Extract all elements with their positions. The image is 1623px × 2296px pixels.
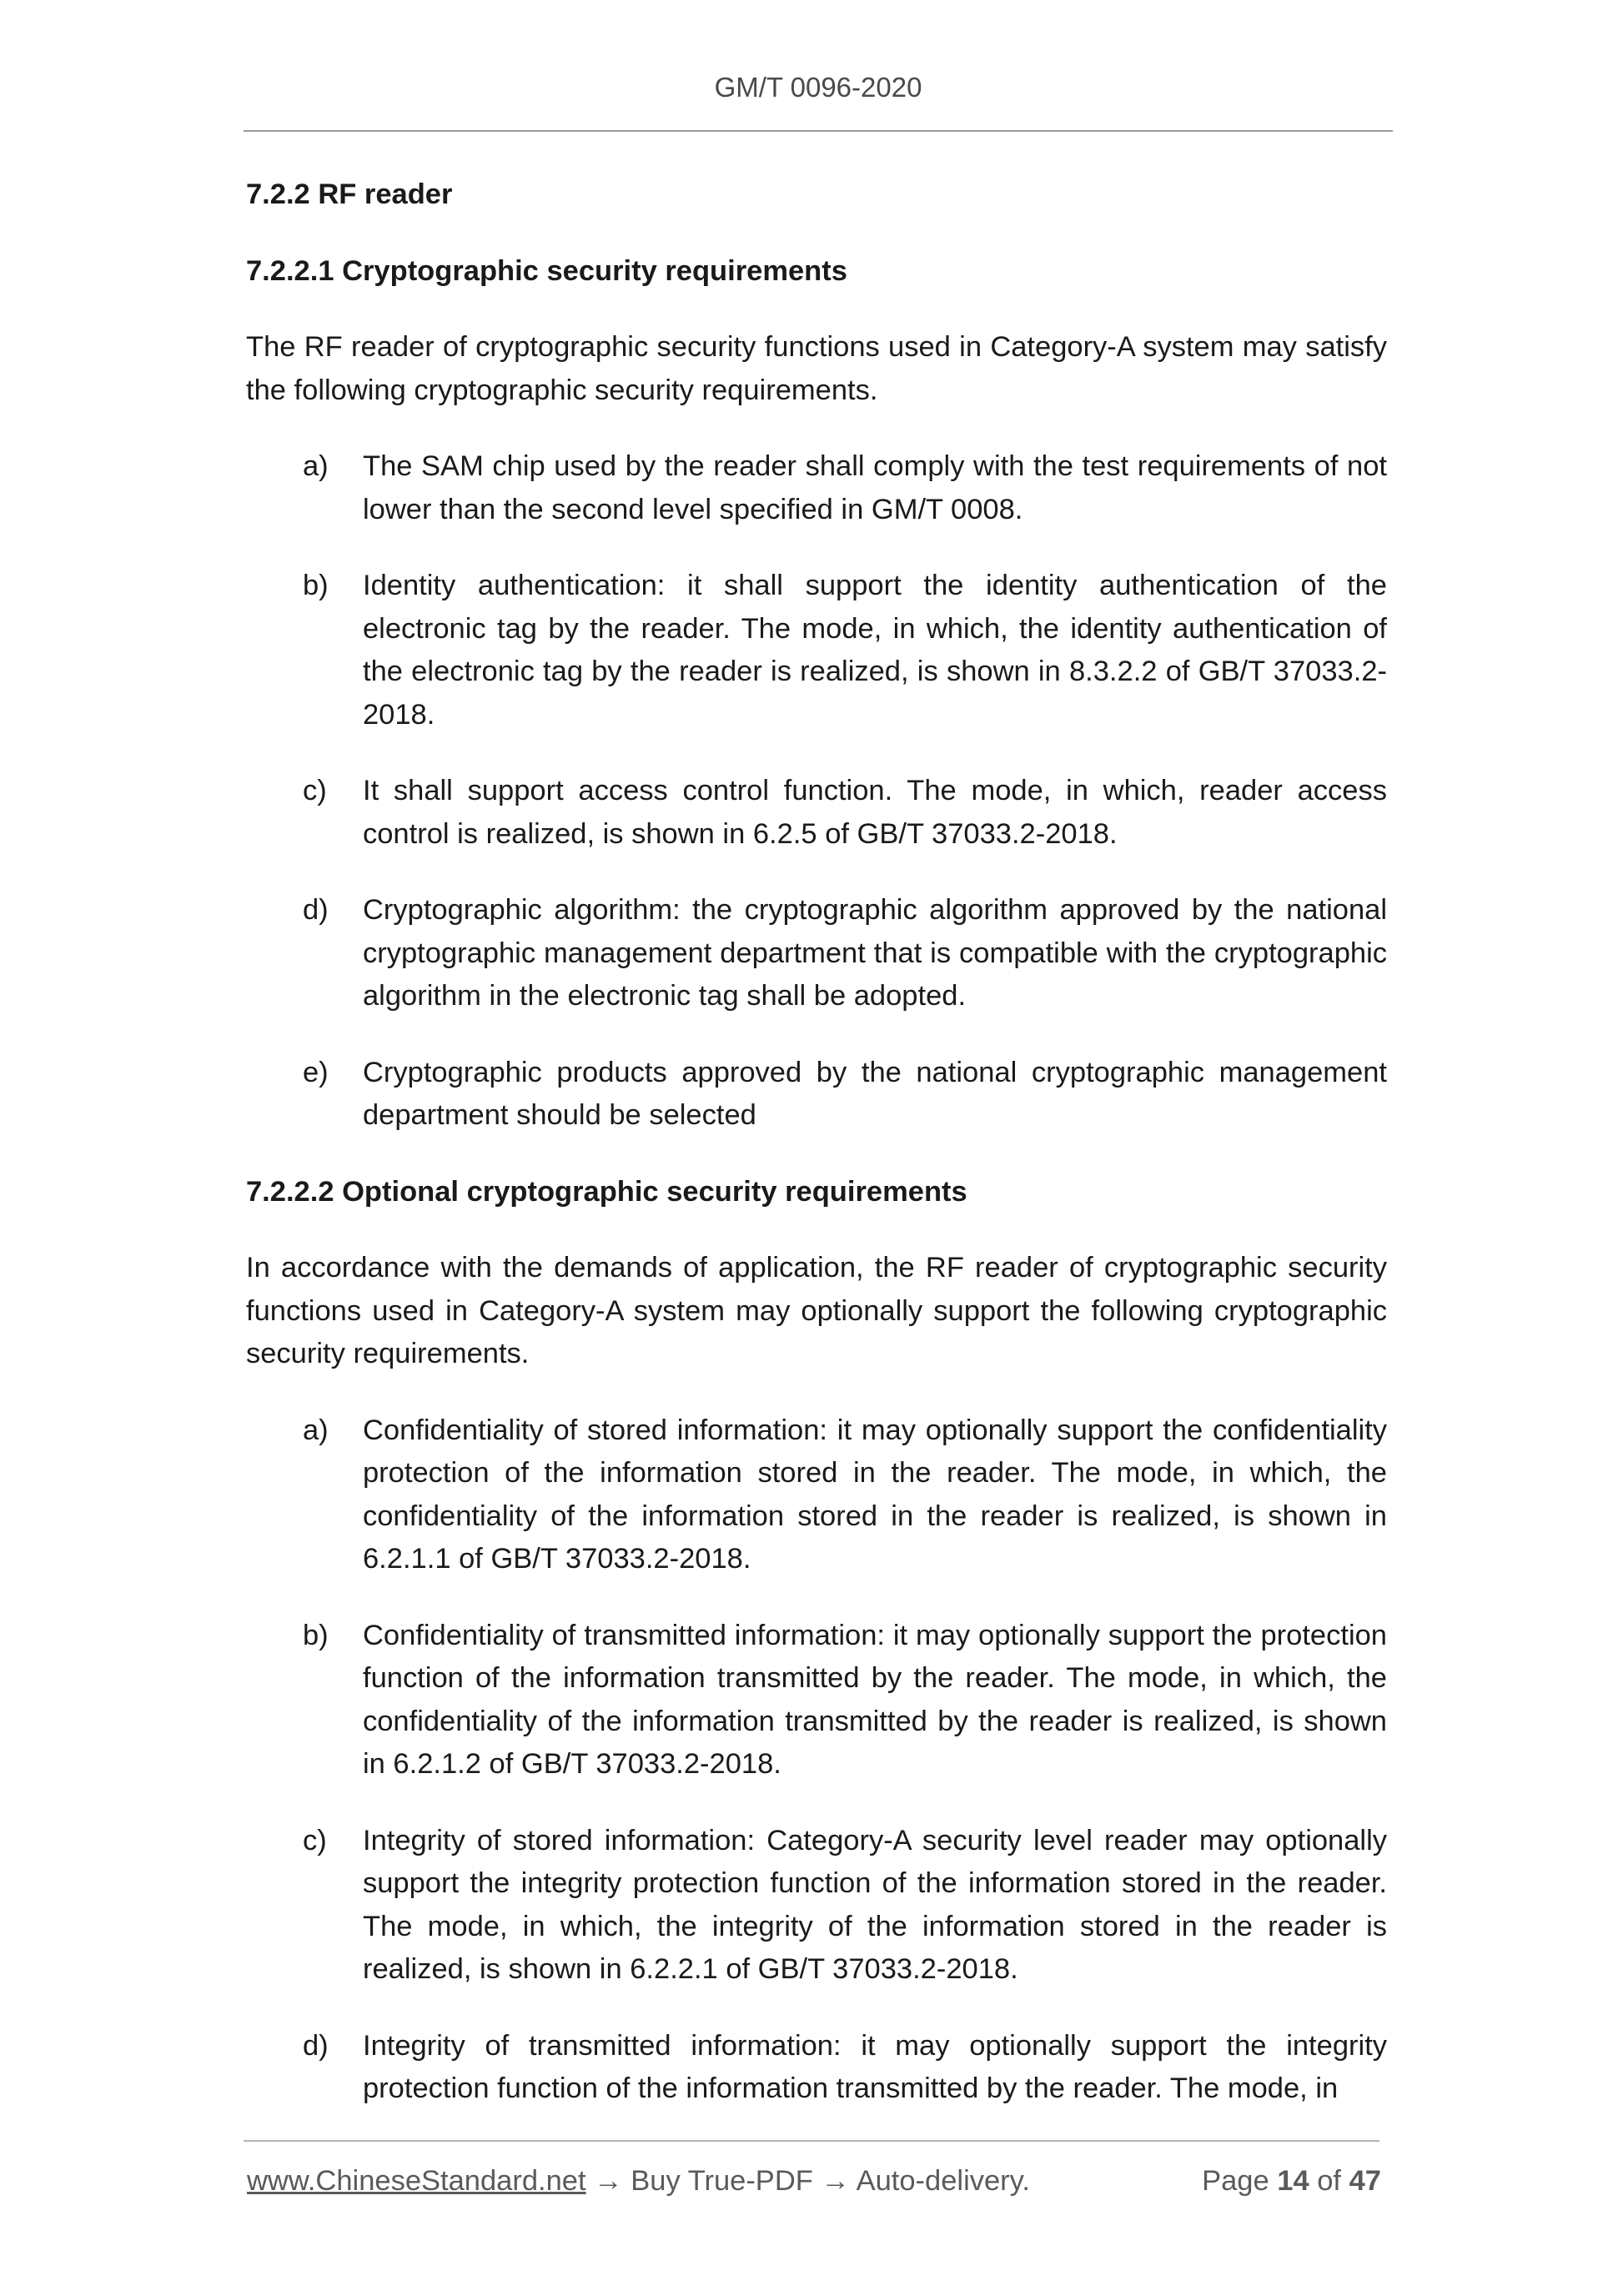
subsection-1-list xyxy=(246,445,1387,1138)
list-marker: e) xyxy=(303,1056,329,1088)
list-item-text: Cryptographic algorithm: the cryptographic algorithm approved by the national cryptographic management department that is compatible with the cryptographic algorithm in the electronic tag shall be adopted. xyxy=(363,894,1387,1012)
list-item-text: Integrity of transmitted information: it may optionally support the integrity protection function of the information transmitted by the reader. The mode, in xyxy=(363,2029,1387,2104)
subsection-2-intro: In accordance with the demands of application, the RF reader of cryptographic security functions used in Category-A system may optionally support the following cryptographic security requirements. xyxy=(246,1252,1387,1369)
list-item-text: Cryptographic products approved by the national cryptographic management department should be selected xyxy=(363,1056,1387,1131)
page-footer xyxy=(247,2165,1381,2198)
list-item xyxy=(246,1615,1387,1786)
list-marker: b) xyxy=(303,1619,329,1651)
list-item-text: The SAM chip used by the reader shall comply with the test requirements of not lower than the second level specified in GM/T 0008. xyxy=(363,450,1387,525)
list-marker: a) xyxy=(303,450,329,482)
list-marker: c) xyxy=(303,775,327,806)
total-page-count: 47 xyxy=(1349,2165,1381,2197)
page-label: Page xyxy=(1202,2165,1269,2197)
list-item xyxy=(246,889,1387,1018)
list-item xyxy=(246,565,1387,736)
section-heading: 7.2.2 RF reader xyxy=(246,178,453,210)
list-item xyxy=(246,770,1387,856)
page-indicator xyxy=(1202,2165,1381,2198)
list-item xyxy=(246,1052,1387,1138)
document-body xyxy=(246,173,1387,2144)
list-item xyxy=(246,2025,1387,2111)
list-item-text: It shall support access control function. The mode, in which, reader access control is realized, is shown in 6.2.5 of GB/T 37033.2-2018. xyxy=(363,775,1387,850)
list-marker: d) xyxy=(303,2029,329,2062)
subsection-heading-2: 7.2.2.2 Optional cryptographic security requirements xyxy=(246,1175,967,1208)
page-header-doc-id: GM/T 0096-2020 xyxy=(714,72,922,103)
list-item xyxy=(246,445,1387,531)
list-marker: c) xyxy=(303,1824,327,1856)
subsection-2-list xyxy=(246,1409,1387,2111)
current-page-number: 14 xyxy=(1277,2165,1309,2197)
list-marker: d) xyxy=(303,894,329,926)
footer-divider xyxy=(244,2140,1379,2142)
footer-website-link[interactable]: www.ChineseStandard.net xyxy=(247,2165,586,2197)
list-marker: b) xyxy=(303,570,329,601)
list-item-text: Identity authentication: it shall support the identity authentication of the electronic tag by the reader. The mode, in which, the identity authentication of the electronic tag by the reader is realized, is shown in 8.3.2.2 of GB/T 37033.2-2018. xyxy=(363,570,1387,731)
list-item xyxy=(246,1409,1387,1581)
header-divider xyxy=(244,130,1393,132)
of-label: of xyxy=(1317,2165,1342,2197)
footer-promo-text: → Buy True-PDF → Auto-delivery. xyxy=(585,2165,1030,2197)
subsection-heading-1: 7.2.2.1 Cryptographic security requirements xyxy=(246,254,847,287)
list-item xyxy=(246,1820,1387,1992)
list-item-text: Confidentiality of stored information: it may optionally support the confidentiality protection of the information stored in the reader. The mode, in which, the confidentiality of the information stored in the reader is realized, is shown in 6.2.1.1 of GB/T 37033.2-2018. xyxy=(363,1414,1387,1575)
subsection-1-intro: The RF reader of cryptographic security functions used in Category-A system may satisfy the following cryptographic security requirements. xyxy=(246,331,1387,406)
list-item-text: Confidentiality of transmitted information: it may optionally support the protection function of the information transmitted by the reader. The mode, in which, the confidentiality of the information transmitted by the reader is realized, is shown in 6.2.1.2 of GB/T 37033.2-2018. xyxy=(363,1619,1387,1780)
list-item-text: Integrity of stored information: Category-A security level reader may optionally support the integrity protection function of the information stored in the reader. The mode, in which, the integrity of the information stored in the reader is realized, is shown in 6.2.2.1 of GB/T 37033.2-2018. xyxy=(363,1824,1387,1985)
list-marker: a) xyxy=(303,1414,329,1446)
